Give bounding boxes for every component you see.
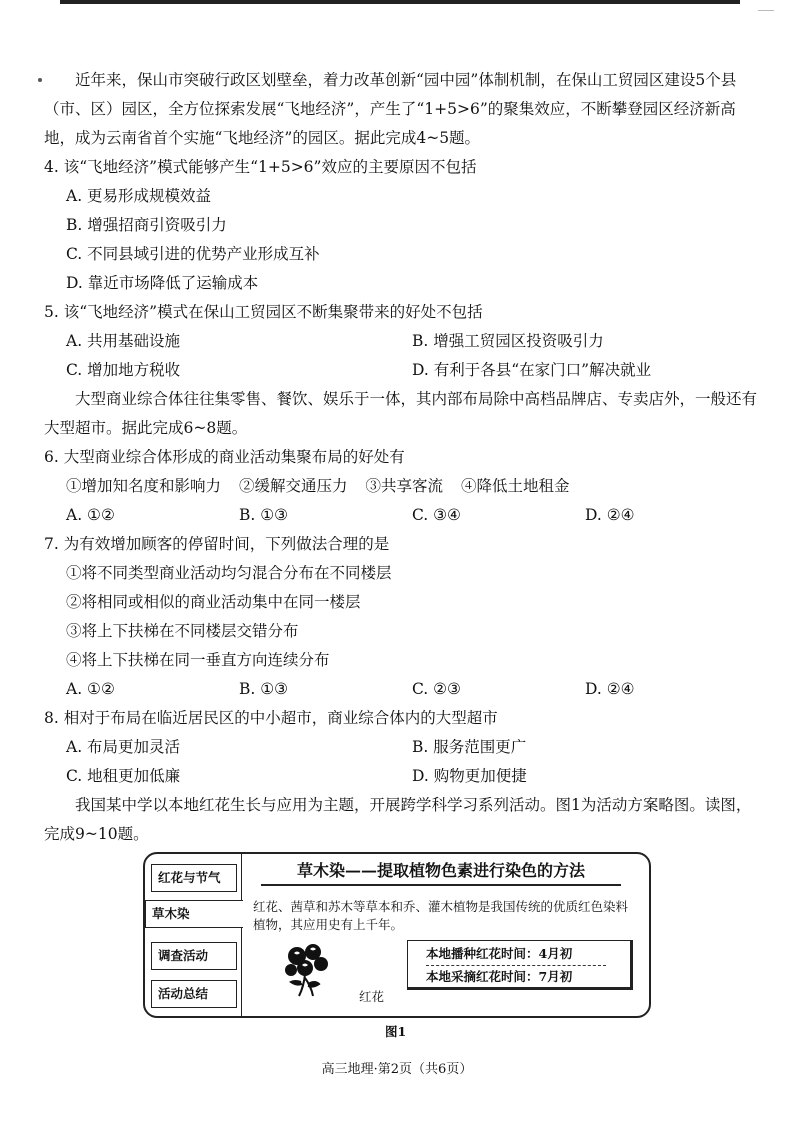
q4-option-a[interactable]: A. 更易形成规模效益 bbox=[66, 187, 212, 205]
pick-time: 本地采摘红花时间：7月初 bbox=[426, 965, 606, 988]
figure-tab-survey[interactable]: 调查活动 bbox=[151, 942, 237, 970]
q8-option-a[interactable]: A. 布局更加灵活 bbox=[66, 738, 181, 756]
question-5-stem: 5. 该“飞地经济”模式在保山工贸园区不断集聚带来的好处不包括 bbox=[44, 303, 483, 321]
q8-options-row-2 bbox=[66, 762, 758, 791]
q6-options bbox=[66, 501, 758, 530]
passage-1: 近年来，保山市突破行政区划壁垒，着力改革创新“园中园”体制机制，在保山工贸园区建设5个县（市、区）园区，全方位探索发展“飞地经济”，产生了“1+5>6”的聚集效应，不断攀登园区经济新高地，成为云南省首个实施“飞地经济”的园区。据此完成4~5题。 bbox=[44, 71, 737, 147]
q5-options-row-1 bbox=[66, 327, 758, 356]
q5-option-b[interactable]: B. 增强工贸园区投资吸引力 bbox=[412, 332, 604, 350]
q6-statement-4: ④降低土地租金 bbox=[461, 477, 570, 495]
top-scan-bar bbox=[60, 0, 740, 4]
figure-tab-caomuran[interactable]: 草木染 bbox=[145, 900, 243, 928]
q7-option-b[interactable]: B. ①③ bbox=[239, 680, 289, 698]
page-footer: 高三地理·第2页（共6页） bbox=[321, 1062, 473, 1077]
question-8-stem: 8. 相对于布局在临近居民区的中小超市，商业综合体内的大型超市 bbox=[44, 709, 498, 727]
q5-options-row-2 bbox=[66, 356, 758, 385]
q4-option-c[interactable]: C. 不同县域引进的优势产业形成互补 bbox=[66, 245, 320, 263]
q5-option-c[interactable]: C. 增加地方税收 bbox=[66, 361, 181, 379]
passage-2: 大型商业综合体往往集零售、餐饮、娱乐于一体，其内部布局除中高档品牌店、专卖店外，一般还有大型超市。据此完成6~8题。 bbox=[44, 390, 758, 437]
time-info-box bbox=[407, 940, 633, 990]
margin-dot bbox=[38, 78, 42, 82]
q7-options bbox=[66, 675, 758, 704]
safflower-label: 红花 bbox=[359, 989, 385, 1004]
figure-tab-summary[interactable]: 活动总结 bbox=[151, 980, 237, 1008]
corner-mark bbox=[758, 10, 774, 11]
q6-statement-2: ②缓解交通压力 bbox=[239, 477, 348, 495]
figure-description: 红花、茜草和苏木等草本和乔、灌木植物是我国传统的优质红色染料植物，其应用史有上千年。 bbox=[253, 899, 629, 932]
q8-option-c[interactable]: C. 地租更加低廉 bbox=[66, 767, 181, 785]
q7-statement-3: ③将上下扶梯在不同楼层交错分布 bbox=[66, 622, 299, 640]
q8-options-row-1 bbox=[66, 733, 758, 762]
q6-option-b[interactable]: B. ①③ bbox=[239, 506, 289, 524]
q7-statement-2: ②将相同或相似的商业活动集中在同一楼层 bbox=[66, 593, 361, 611]
question-4-stem: 4. 该“飞地经济”模式能够产生“1+5>6”效应的主要原因不包括 bbox=[44, 158, 477, 176]
passage-3: 我国某中学以本地红花生长与应用为主题，开展跨学科学习系列活动。图1为活动方案略图。读图，完成9~10题。 bbox=[44, 796, 752, 843]
q8-option-d[interactable]: D. 购物更加便捷 bbox=[412, 767, 527, 785]
q4-option-d[interactable]: D. 靠近市场降低了运输成本 bbox=[66, 274, 259, 292]
safflower-icon bbox=[277, 942, 335, 998]
q7-option-a[interactable]: A. ①② bbox=[66, 680, 115, 698]
question-6-stem: 6. 大型商业综合体形成的商业活动集聚布局的好处有 bbox=[44, 448, 405, 466]
figure-tab-list bbox=[145, 854, 242, 1016]
q7-statement-1: ①将不同类型商业活动均匀混合分布在不同楼层 bbox=[66, 564, 392, 582]
q6-statement-1: ①增加知名度和影响力 bbox=[66, 477, 222, 495]
figure-caption: 图1 bbox=[385, 1024, 407, 1039]
plant-time: 本地播种红花时间：4月初 bbox=[426, 946, 573, 961]
q4-option-b[interactable]: B. 增强招商引资吸引力 bbox=[66, 216, 227, 234]
q6-statements bbox=[66, 472, 758, 501]
q7-option-c[interactable]: C. ②③ bbox=[412, 680, 461, 698]
figure-title: 草木染——提取植物色素进行染色的方法 bbox=[261, 858, 621, 886]
q5-option-a[interactable]: A. 共用基础设施 bbox=[66, 332, 181, 350]
activity-plan-figure bbox=[143, 852, 651, 1018]
question-7-stem: 7. 为有效增加顾客的停留时间，下列做法合理的是 bbox=[44, 535, 390, 553]
q5-option-d[interactable]: D. 有利于各县“在家门口”解决就业 bbox=[412, 361, 652, 379]
figure-tab-jieqi[interactable]: 红花与节气 bbox=[151, 864, 237, 892]
q6-option-d[interactable]: D. ②④ bbox=[585, 506, 635, 524]
q8-option-b[interactable]: B. 服务范围更广 bbox=[412, 738, 527, 756]
q6-statement-3: ③共享客流 bbox=[365, 477, 444, 495]
q7-statement-4: ④将上下扶梯在同一垂直方向连续分布 bbox=[66, 651, 330, 669]
q6-option-a[interactable]: A. ①② bbox=[66, 506, 115, 524]
q7-option-d[interactable]: D. ②④ bbox=[585, 680, 635, 698]
q6-option-c[interactable]: C. ③④ bbox=[412, 506, 461, 524]
exam-page bbox=[44, 66, 758, 849]
